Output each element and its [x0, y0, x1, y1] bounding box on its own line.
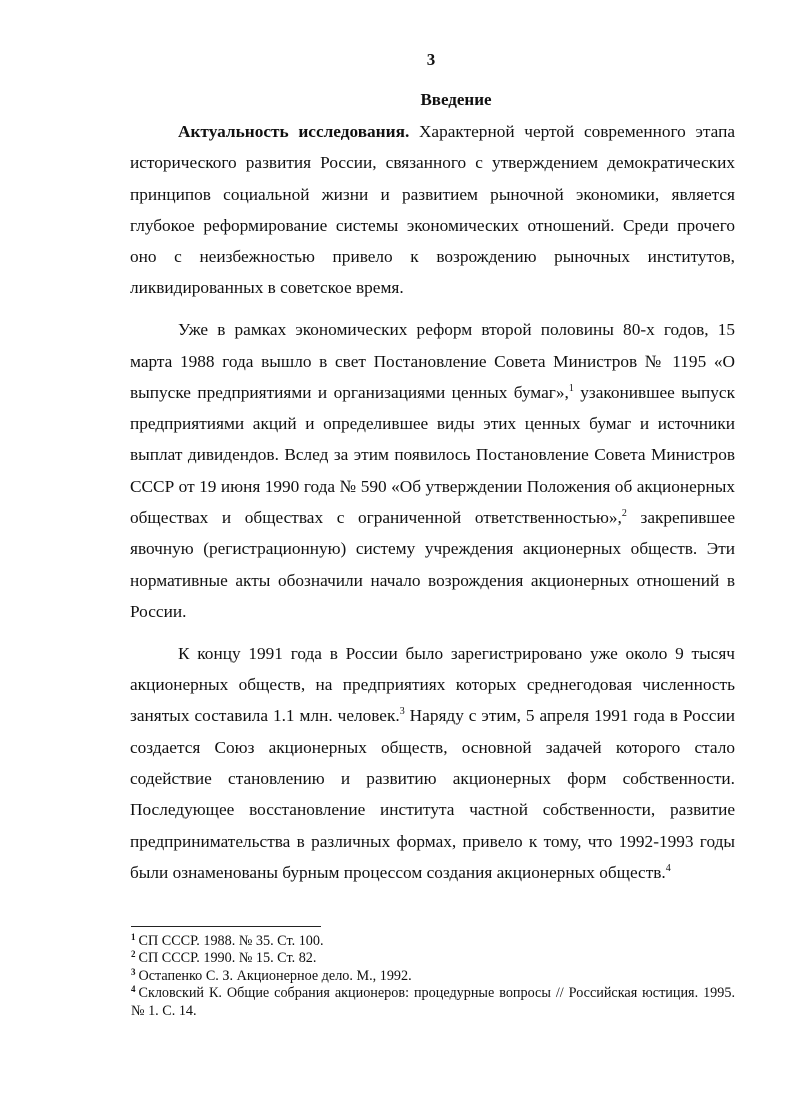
- footnote-number: 4: [131, 984, 136, 995]
- footnote-text: СП СССР. 1988. № 35. Ст. 100.: [138, 933, 324, 949]
- paragraph-text: К концу 1991 года в России было зарегистрировано уже около 9 тысяч акционерных обществ, на предприятиях которых среднегодовая численность занятых составила 1.1 млн. человек.: [130, 643, 735, 726]
- footnote-item: [131, 950, 735, 967]
- footnote-text: Скловский К. Общие собрания акционеров: процедурные вопросы // Российская юстиция. 1995. № 1. С. 14.: [131, 985, 735, 1019]
- footnote-number: 2: [131, 949, 136, 960]
- section-heading: Введение: [420, 90, 492, 109]
- paragraph-text: Характерной чертой современного этапа исторического развития России, связанного с утверждением демократических принципов социальной жизни и развитием рыночной экономики, является глубокое реформирование системы экономических отношений. Среди прочего оно с неизбежностью привело к возрождению рыночных институтов, ликвидированных в советское время.: [130, 122, 735, 298]
- footnote-divider: [131, 926, 321, 927]
- footnote-text: СП СССР. 1990. № 15. Ст. 82.: [138, 950, 317, 967]
- footnote-item: [131, 985, 735, 1020]
- footnote-ref-3[interactable]: 3: [399, 706, 405, 718]
- footnote-ref-1[interactable]: 1: [568, 382, 574, 394]
- paragraph-text: Наряду с этим, 5 апреля 1991 года в России создается Союз акционерных обществ, основной задачей которого стало содействие становлению и развитию акционерных форм собственности. Последующее восстановление института частной собственности, развитие предпринимательства в различных формах, привело к тому, что 1992-1993 годы были ознаменованы бурным процессом создания акционерных обществ.: [130, 706, 735, 882]
- footnote-item: [131, 968, 735, 985]
- paragraph-1991: [130, 638, 735, 888]
- paragraph-relevance: [130, 116, 735, 304]
- footnote-item: [131, 933, 735, 950]
- paragraph-text: закрепившее явочную (регистрационную) систему учреждения акционерных обществ. Эти нормативные акты обозначили начало возрождения акционерных отношений в России.: [130, 508, 736, 621]
- footnote-number: 3: [131, 966, 136, 977]
- paragraph-reforms: [130, 314, 735, 627]
- paragraph-text: Уже в рамках экономических реформ второй половины 80-х годов, 15 марта 1988 года вышло в свет Постановление Совета Министров № 1195 «О выпуске предприятиями и организациями ценных бумаг»,: [130, 320, 735, 402]
- page-number: 3: [426, 50, 436, 69]
- body-text: [130, 116, 735, 899]
- footnote-text: Остапенко С. З. Акционерное дело. М., 1992.: [138, 967, 412, 984]
- paragraph-text: узаконившее выпуск предприятиями акций и определившее виды этих ценных бумаг и источники выплат дивидендов. Вслед за этим появилось Постановление Совета Министров СССР от 19 июня 1990 года № 590 «Об утверждении Положения об акционерных обществах и обществах с ограниченной ответственностью»,: [130, 382, 735, 528]
- footnotes: [131, 933, 735, 1020]
- paragraph-lead: Актуальность исследования.: [178, 122, 410, 141]
- footnote-number: 1: [131, 932, 136, 942]
- footnote-ref-4[interactable]: 4: [665, 862, 671, 874]
- footnote-ref-2[interactable]: 2: [621, 508, 627, 520]
